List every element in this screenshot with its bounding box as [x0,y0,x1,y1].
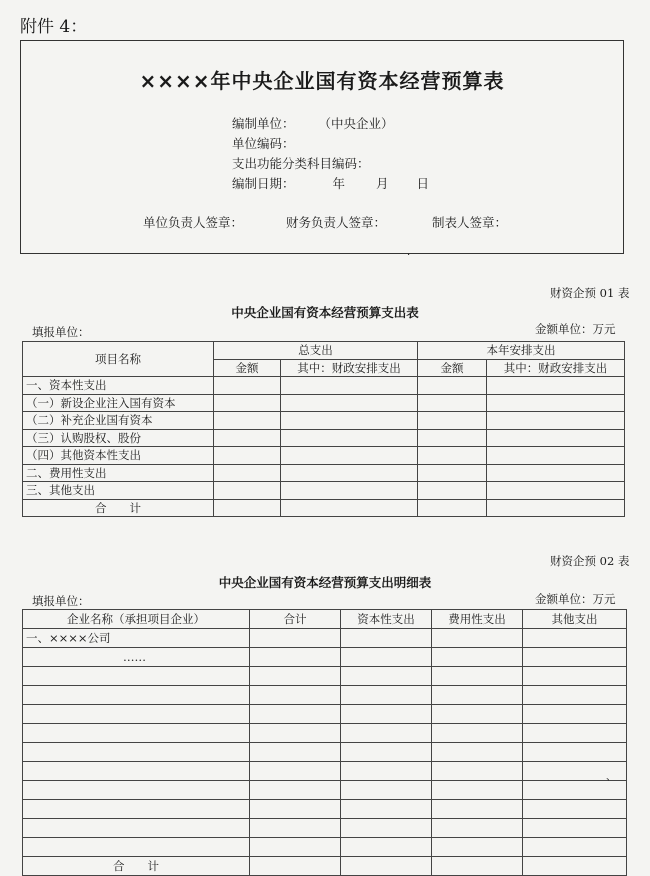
header-of-which: 其中：财政安排支出 [281,359,418,377]
row-label: 一、资本性支出 [23,377,214,395]
field-compile-date [232,174,429,192]
field-function-code [232,154,370,172]
row-label: 三、其他支出 [23,482,214,500]
header-amount: 金额 [214,359,281,377]
row-label: 二、费用性支出 [23,464,214,482]
speck: · [407,250,411,261]
table-row [23,800,627,819]
table-row [23,705,627,724]
field-label: 编制日期： [232,176,295,191]
table1-amount-unit: 金额单位：万元 [535,322,616,336]
table-row [23,412,625,430]
table-row [23,629,627,648]
row-label: （四）其他资本性支出 [23,447,214,465]
signature-preparer: 制表人签章： [432,215,508,230]
header-amount: 金额 [418,359,487,377]
table-row [23,667,627,686]
table-row [23,648,627,667]
table2-fill-unit: 填报单位： [32,594,90,608]
table-row [23,724,627,743]
header-expense-expenditure: 费用性支出 [432,610,523,629]
date-day: 日 [416,176,430,191]
table-row [23,781,627,800]
header-company-name: 企业名称（承担项目企业） [23,610,250,629]
row-label: 一、××××公司 [23,629,250,648]
total-row [23,499,625,517]
field-label: 支出功能分类科目编码： [232,156,370,171]
table-row [23,377,625,395]
header-current-year: 本年安排支出 [418,342,625,360]
total-label: 合 计 [23,857,250,876]
table-header-row [23,610,627,629]
field-unit-code [232,134,295,152]
table1-fill-unit: 填报单位： [32,325,90,339]
table-row [23,762,627,781]
header-item-name: 项目名称 [23,342,214,377]
form-id-02: 财资企预 02 表 [550,554,630,568]
speck: 、 [606,772,616,783]
table-row [23,686,627,705]
header-capital-expenditure: 资本性支出 [341,610,432,629]
table1-title: 中央企业国有资本经营预算支出表 [231,305,419,320]
header-of-which: 其中：财政安排支出 [487,359,625,377]
table-row [23,394,625,412]
header-other-expenditure: 其他支出 [523,610,627,629]
total-row [23,857,627,876]
header-total-expenditure: 总支出 [214,342,418,360]
attachment-label: 附件 4： [20,17,88,37]
field-label: 编制单位： [232,116,295,131]
total-label: 合 计 [23,499,214,517]
cover-page-box [20,40,624,254]
row-label: …… [23,648,250,667]
table2-amount-unit: 金额单位：万元 [535,592,616,606]
date-year: 年 [332,176,346,191]
table-row [23,482,625,500]
date-month: 月 [376,176,389,191]
field-value: （中央企业） [318,116,394,131]
table-row [23,819,627,838]
row-label: （三）认购股权、股份 [23,429,214,447]
table-row [23,464,625,482]
field-compiling-unit [232,114,394,132]
signature-unit-head: 单位负责人签章： [143,215,244,230]
row-label: （一）新设企业注入国有资本 [23,394,214,412]
table-header-row [23,342,625,360]
form-id-01: 财资企预 01 表 [550,286,630,300]
table-row [23,743,627,762]
cover-title: ××××年中央企业国有资本经营预算表 [139,69,505,93]
signature-finance-head: 财务负责人签章： [286,215,387,230]
header-total: 合计 [250,610,341,629]
expenditure-detail-table [22,609,627,876]
table2-title: 中央企业国有资本经营预算支出明细表 [218,575,432,590]
row-label: （二）补充企业国有资本 [23,412,214,430]
table-row [23,429,625,447]
expenditure-table [22,341,625,517]
table-row [23,447,625,465]
field-label: 单位编码： [232,136,295,151]
table-row [23,838,627,857]
